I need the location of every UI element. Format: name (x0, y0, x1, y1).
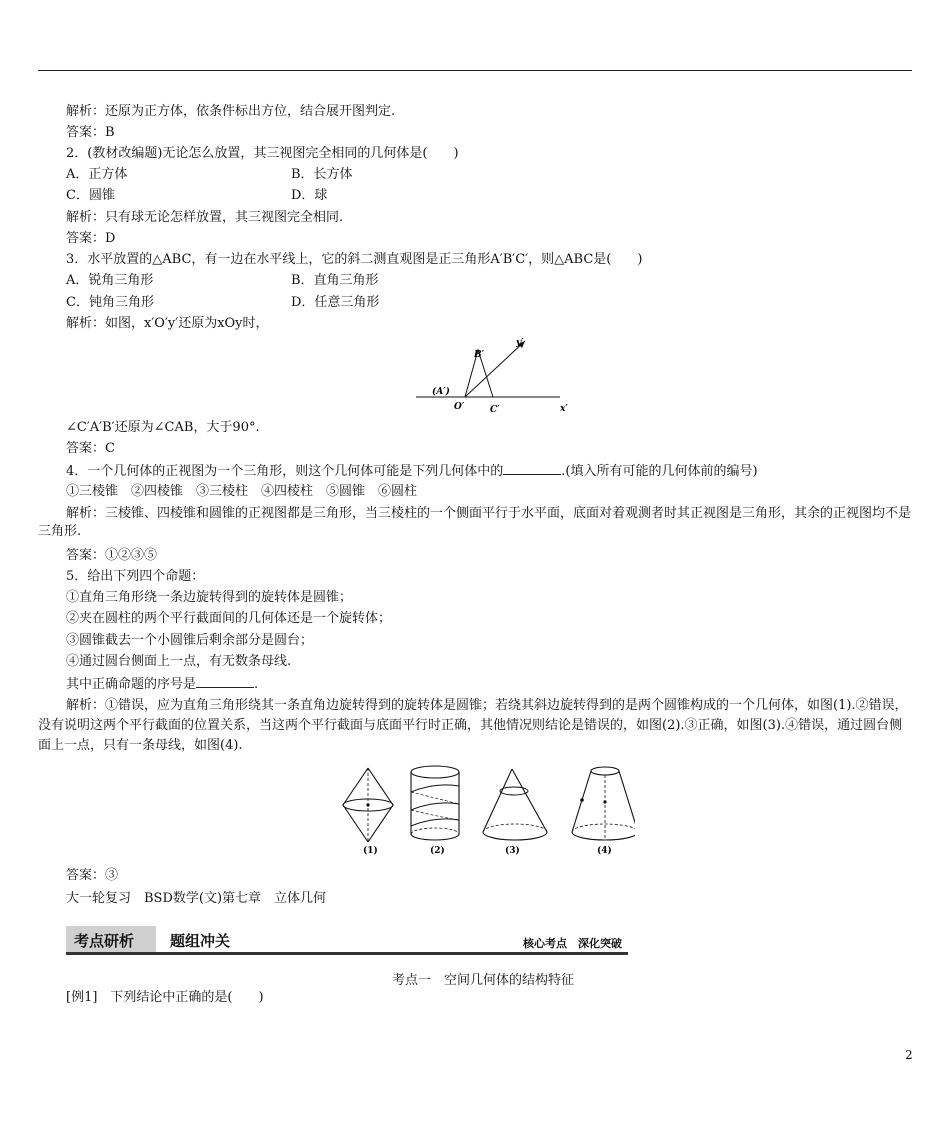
banner-label: 考点研析 (74, 932, 135, 950)
question-5-prompt (66, 675, 258, 693)
option-d: D．球 (291, 188, 328, 203)
statement-1: ①直角三角形绕一条边旋转得到的旋转体是圆锥； (66, 590, 353, 605)
label-x-prime: x′ (560, 404, 568, 414)
oblique-axes-figure (410, 334, 580, 416)
option-a: A．锐角三角形 (66, 273, 154, 288)
solids-figure (335, 762, 635, 864)
question-5: 5．给出下列四个命题： (66, 569, 205, 584)
banner-subtitle: 核心考点 深化突破 (523, 937, 622, 950)
banner-title: 题组冲关 (170, 932, 231, 950)
label-a-prime: (A′) (432, 387, 450, 397)
statement-4: ④通过圆台侧面上一点，有无数条母线. (66, 654, 292, 669)
question-3: 3．水平放置的△ABC，有一边在水平线上，它的斜二测直观图是正三角形A′B′C′，则△ABC是( ) (66, 252, 643, 267)
text-line: 解析：只有球无论怎样放置，其三视图完全相同. (66, 210, 344, 225)
frustum-shape (572, 767, 635, 840)
statement-3: ③圆锥截去一个小圆锥后剩余部分是圆台； (66, 633, 314, 648)
label-b-prime: B′ (474, 350, 484, 360)
text-line: 答案：B (66, 125, 115, 140)
caption-3: (3) (505, 846, 520, 856)
label-y-prime: y′ (516, 338, 524, 348)
statement-2: ②夹在圆柱的两个平行截面间的几何体还是一个旋转体； (66, 611, 392, 626)
header-rule (38, 70, 912, 71)
banner-rule (66, 952, 628, 955)
text-line: 答案：①②③⑤ (66, 548, 158, 563)
cylinder-shape (411, 766, 459, 840)
running-footer: 大一轮复习 BSD数学(文)第七章 立体几何 (66, 891, 327, 906)
section-banner (66, 926, 628, 956)
example-1: [例1] 下列结论中正确的是( ) (66, 990, 264, 1005)
text-line: 答案：D (66, 231, 116, 246)
section-heading: 考点一 空间几何体的结构特征 (392, 973, 575, 988)
option-d: D．任意三角形 (291, 295, 380, 310)
caption-1: (1) (363, 846, 378, 856)
label-o-prime: O′ (454, 402, 465, 412)
prompt-text: 其中正确命题的序号是 (66, 677, 197, 692)
cone-shape (483, 769, 547, 840)
caption-4: (4) (597, 846, 612, 856)
text-line: 答案：③ (66, 868, 119, 883)
answer-blank (503, 462, 561, 475)
text-line: 答案：C (66, 441, 115, 456)
question-4-note: .(填入所有可能的几何体前的编号) (561, 464, 758, 479)
text-paragraph: 解析：三棱锥、四棱锥和圆锥的正视图都是三角形，当三棱柱的一个侧面平行于水平面，底面对着观测者时其正视图是三角形，其余的正视图均不是三角形. (38, 506, 912, 539)
question-2: 2．(教材改编题)无论怎么放置，其三视图完全相同的几何体是( ) (66, 146, 459, 161)
options-list: ①三棱锥 ②四棱锥 ③三棱柱 ④四棱柱 ⑤圆锥 ⑥圆柱 (66, 484, 418, 499)
page-number: 2 (905, 1048, 913, 1062)
caption-2: (2) (430, 846, 445, 856)
text-paragraph: 解析：①错误，应为直角三角形绕其一条直角边旋转得到的旋转体是圆锥；若绕其斜边旋转得到的是两个圆锥构成的一个几何体，如图(1).②错误，没有说明这两个平行截面的位置关系，当这两个平行截面与底面平行时正确，其他情况则结论是错误的，如图(2).③正确，如图(3).④错误，通过圆台侧面上一点，只有一条母线，如图(4). (38, 698, 908, 753)
prompt-end: . (254, 677, 259, 692)
option-b: B．直角三角形 (291, 273, 379, 288)
option-a: A．正方体 (66, 167, 128, 182)
double-cone-shape (343, 768, 393, 842)
option-b: B．长方体 (291, 167, 353, 182)
text-line: 解析：还原为正方体，依条件标出方位，结合展开图判定. (66, 104, 396, 119)
answer-blank (196, 675, 254, 688)
text-line: ∠C′A′B′还原为∠CAB，大于90°. (66, 420, 260, 435)
text-line: 解析：如图，x′O′y′还原为xOy时， (66, 316, 269, 331)
question-4 (66, 462, 758, 480)
label-c-prime: C′ (490, 405, 500, 415)
question-4-text: 4．一个几何体的正视图为一个三角形，则这个几何体可能是下列几何体中的 (66, 464, 504, 479)
option-c: C．钝角三角形 (66, 295, 154, 310)
option-c: C．圆锥 (66, 188, 115, 203)
